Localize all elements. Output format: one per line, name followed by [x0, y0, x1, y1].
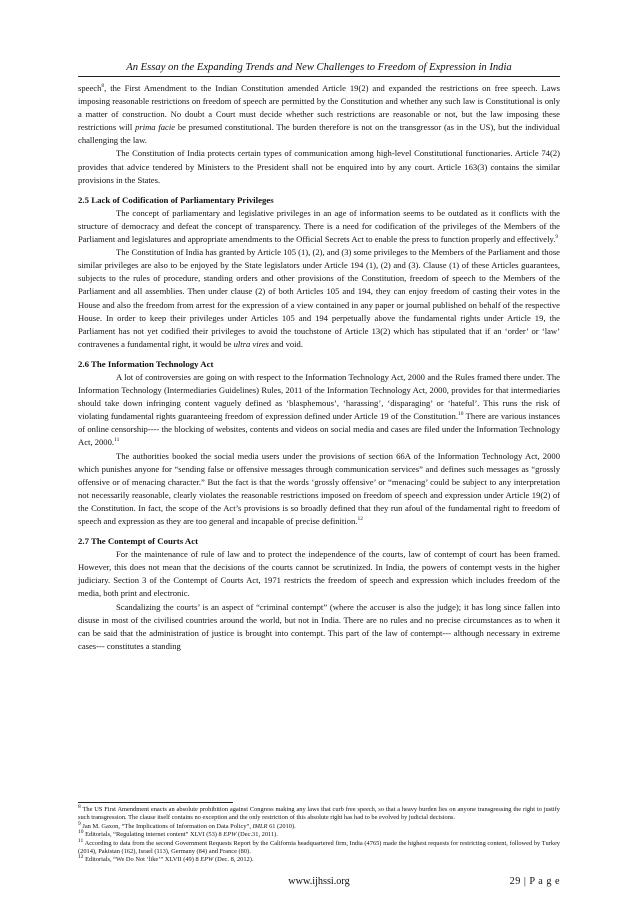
header-rule — [78, 76, 560, 77]
paragraph-section-66a: The authorities booked the social media users under the provisions of section 66A of the Information Technology Act, 2000 which punishes anyone for “sending false or offensive messages through communication services” and defines such messages as “grossly offensive or of menacing character.” But the fact is that the words ‘grossly offensive’ or “menacing’ could be subject to any interpretation not necessarily reasonable, clearly violates the reasonable restrictions imposed on freedom of speech and expression under Article 19(2) of the Constitution. In fact, the scope of the Act’s provisions is so broadly defined that they run afoul of the fundamental right to freedom of speech and expression as they are too general and incapable of precise definition.$^{12}$ — [78, 450, 560, 526]
paragraph-privileges-concept: The concept of parliamentary and legislative privileges in an age of information seems to be outdated as it conflicts with the structure of democracy and defeat the concept of transparency. There is a need for codification of the privileges of the Members of the Parliament and legislatures and appropriate amendments to the Official Secrets Act to enable the press to function properly and effectively.$^9$ — [78, 207, 560, 245]
footnote-ref-11: 11 — [114, 437, 120, 444]
footnote-ref-9: 9 — [555, 234, 559, 241]
section-heading-2-5: 2.5 Lack of Codification of Parliamentary Privileges — [78, 194, 274, 205]
paragraph-functionaries: The Constitution of India protects certain types of communication among high-level Constitutional functionaries. Article 74(2) provides that advice tendered by Ministers to the President shall not be enquired into by any court. Article 163(3) contains the similar provisions in the States. — [78, 148, 560, 185]
section-heading-2-6: 2.6 The Information Technology Act — [78, 358, 214, 369]
footnote-rule — [78, 802, 233, 803]
paragraph-continuation: speech$^8$, the First Amendment to the Indian Constitution amended Article 19(2) and expanded the restrictions on free speech. Laws imposing reasonable restrictions on freedom of speech are permitted by the Constitution and whether any such law is Constitutional is only a matter of construction. No doubt a Court must decide whether such restrictions are reasonable or not, but the law imposing these restrictions will prima facie be presumed constitutional. The burden therefore is not on the transgressor (as in the US), but the individual challenging the law. — [78, 83, 560, 146]
footer-website: www.ijhssi.org — [288, 876, 350, 887]
page-number: 29 | P a g e — [509, 876, 560, 887]
footnote-12: $^{12}$ Editorials, “We Do Not ‘like’” XLVII (49) 8 EPW (Dec. 8, 2012). — [78, 854, 254, 864]
main-content — [78, 82, 560, 653]
footnote-ref-12: 12 — [357, 516, 363, 523]
footnote-9: $^9$ Jan M. Gaxon, “The Implications of Information on Data Policy”, IMLR 61 (2010). — [78, 820, 296, 830]
footnote-10: $^{10}$ Editorials, “Regulating internet content” XLVI (53) 8 EPW (Dec.31, 2011). — [78, 829, 278, 839]
footnote-ref-8: 8 — [101, 83, 105, 90]
paragraph-it-act-controversies: A lot of controversies are going on with respect to the Information Technology Act, 2000 and the Rules framed there under. The Information Technology (Intermediaries Guidelines) Rules, 2011 of the Information Technology Act, 2000, provides for that intermediaries should take down infringing content vaguely defined as ‘blasphemous’, ‘harassing’, ‘disparaging’ or ‘hateful’. This runs the risk of violating fundamental rights guaranteeing freedom of expression defined under Article 19 of the Constitution.$^{10}$ There are various instances of online censorship---- the blocking of websites, contents and videos on social media and cases are filed under the Information Technology Act, 2000.11 — [78, 371, 560, 448]
footnote-ref-10: 10 — [457, 411, 464, 418]
paragraph-article-105: The Constitution of India has granted by Article 105 (1), (2), and (3) some privileges to the Members of the Parliament and those similar privileges are also to be enjoyed by the State legislators under Article 194 (1), (2) and (3). Clause (1) of these Articles guarantees, subjects to the rules of procedure, standing orders and other provisions of the Constitution, freedom of speech to the Members of the Parliament and all assemblies. Then under clause (2) of both Articles 105 and 194, they can enjoy freedom of casting their votes in the House and also the freedom from arrest for the expression of a view contained in any paper or journal published on behalf of the respective House. In order to keep their privileges under Articles 105 and 194 perpetually above the fundamental rights under Article 19, the Parliament has not yet codified their privileges to avoid the touchstone of Article 13(2) which has stipulated that if an ‘order’ or ‘law’ contravenes a fundamental right, it would be ultra vires and void. — [78, 247, 560, 349]
paragraph-scandalizing-courts: Scandalizing the courts’ is an aspect of “criminal contempt” (where the accuser is also the judge); it has long since fallen into disuse in most of the civilised countries around the world, but not in India. There are no rules and no precise circumstances as to when it can be said that the administration of justice is brought into contempt. This part of the law of contempt--- although necessary in extreme cases--- constitutes a standing — [78, 601, 560, 651]
section-heading-2-7: 2.7 The Contempt of Courts Act — [78, 536, 199, 547]
footnote-11: $^{11}$ According to data from the second Government Requests Report by the California headquartered firm, India (4765) made the highest requests for restricting content, followed by Turkey (2014), Pakistan (162), Israel (113), Germany (84) and France (80). — [78, 837, 560, 856]
running-header: An Essay on the Expanding Trends and New Challenges to Freedom of Expression in India — [126, 62, 512, 73]
paragraph-contempt-law: For the maintenance of rule of law and to protect the independence of the courts, law of contempt of court has been framed. However, this does not mean that the decisions of the courts cannot be scrutinized. In India, the powers of contempt vests in the higher judiciary. Section 3 of the Contempt of Courts Act, 1971 restricts the freedom of speech and expression which includes freedom of the media, both print and electronic. — [78, 549, 560, 599]
footnotes — [78, 803, 560, 865]
footnote-8: $^8$ The US First Amendment enacts an absolute prohibition against Congress making any laws that curb free speech, so that a heavy burden lies on anyone transgressing the right to justify such transgression. The clause itself contains no exception and the only restriction of this absolute right has had to be evolved by judicial decisions. — [78, 803, 560, 822]
